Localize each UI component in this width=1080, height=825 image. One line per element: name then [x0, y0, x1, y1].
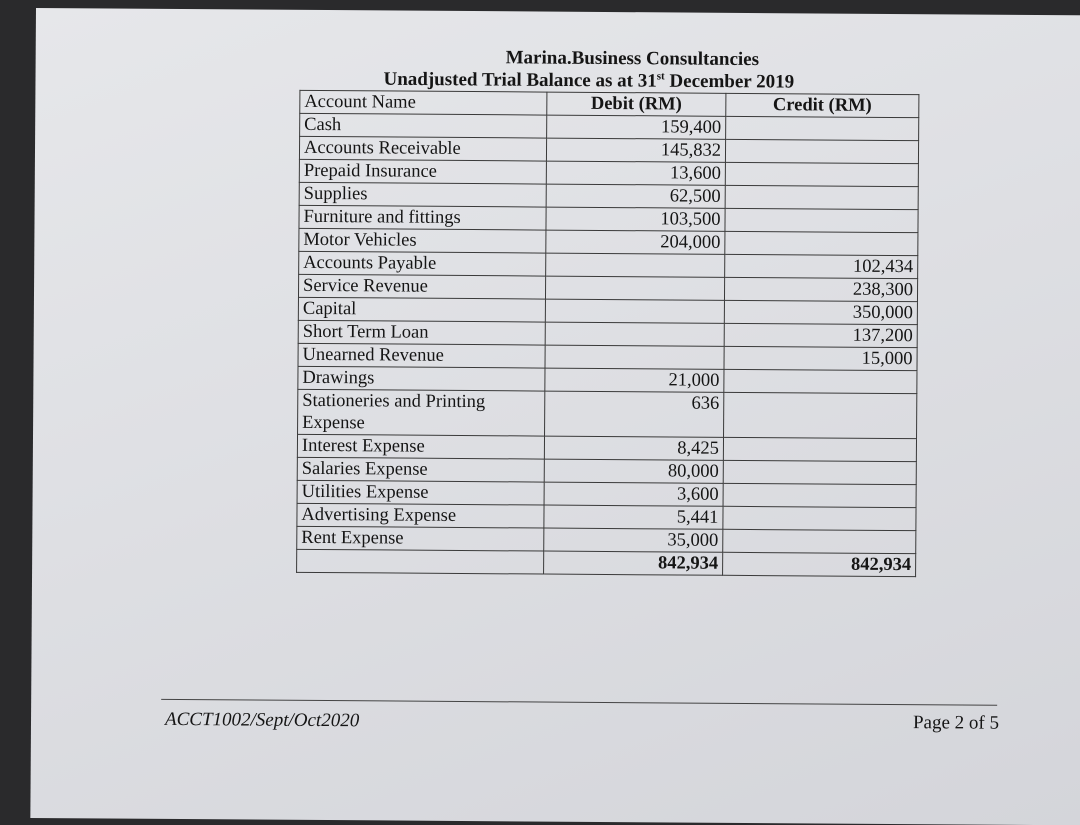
credit-cell: [726, 116, 919, 140]
account-name-cell: Motor Vehicles: [299, 228, 546, 253]
title-superscript: st: [656, 70, 665, 83]
credit-cell: [725, 185, 918, 209]
credit-cell: 137,200: [724, 323, 917, 347]
account-name-cell: Accounts Payable: [299, 251, 546, 276]
account-name-cell: Furniture and fittings: [299, 205, 546, 230]
account-name-cell: Service Revenue: [298, 274, 545, 299]
debit-cell: [545, 299, 724, 323]
credit-cell: [723, 483, 916, 507]
debit-cell: 13,600: [546, 161, 725, 185]
credit-cell: [725, 139, 918, 163]
debit-cell: [545, 345, 724, 369]
debit-cell: 145,832: [546, 138, 725, 162]
credit-cell: [724, 392, 917, 438]
header-debit: Debit (RM): [547, 92, 726, 116]
credit-cell: [723, 460, 916, 484]
account-name-cell: Advertising Expense: [297, 503, 544, 528]
trial-balance-table: [296, 90, 919, 577]
credit-cell: 238,300: [724, 277, 917, 301]
debit-cell: 636: [545, 391, 724, 437]
debit-cell: [546, 253, 725, 277]
page-number: Page 2 of 5: [912, 712, 1000, 734]
total-debit: 842,934: [544, 551, 723, 575]
account-name-cell: Utilities Expense: [297, 480, 544, 505]
credit-cell: [725, 231, 918, 255]
debit-cell: 204,000: [546, 230, 725, 254]
company-name: Marina.Business Consultancies: [505, 47, 760, 71]
debit-cell: [545, 276, 724, 300]
debit-cell: 159,400: [547, 115, 726, 139]
account-name-cell: Drawings: [298, 366, 545, 391]
total-credit: 842,934: [723, 552, 916, 576]
credit-cell: [724, 369, 917, 393]
debit-cell: 103,500: [546, 207, 725, 231]
account-name-cell: Interest Expense: [297, 434, 544, 459]
trial-balance-title: [383, 68, 794, 93]
debit-cell: 62,500: [546, 184, 725, 208]
debit-cell: 21,000: [545, 368, 724, 392]
account-name-cell: Unearned Revenue: [298, 343, 545, 368]
account-name-cell: Accounts Receivable: [299, 136, 546, 161]
debit-cell: [545, 322, 724, 346]
debit-cell: 5,441: [544, 505, 723, 529]
credit-cell: [723, 506, 916, 530]
debit-cell: 8,425: [544, 436, 723, 460]
footer-divider: [161, 699, 997, 706]
title-end: December 2019: [664, 70, 795, 93]
debit-cell: 3,600: [544, 482, 723, 506]
credit-cell: 102,434: [725, 254, 918, 278]
credit-cell: [723, 437, 916, 461]
credit-cell: [725, 208, 918, 232]
account-name-cell: Cash: [300, 113, 547, 138]
credit-cell: 350,000: [724, 300, 917, 324]
header-credit: Credit (RM): [726, 93, 919, 117]
credit-cell: 15,000: [724, 346, 917, 370]
table-row: [298, 389, 917, 438]
debit-cell: 35,000: [544, 528, 723, 552]
credit-cell: [725, 162, 918, 186]
account-name-cell: Prepaid Insurance: [299, 159, 546, 184]
totals-label-cell: [297, 549, 544, 574]
totals-row: [297, 549, 916, 576]
account-name-cell: Rent Expense: [297, 526, 544, 551]
course-code: ACCT1002/Sept/Oct2020: [164, 708, 360, 732]
title-main: Unadjusted Trial Balance as at 31: [383, 68, 657, 92]
account-name-cell: Salaries Expense: [297, 457, 544, 482]
document-page: [30, 8, 1080, 825]
account-name-cell: Supplies: [299, 182, 546, 207]
account-name-cell: Stationeries and Printing Expense: [298, 389, 545, 436]
account-name-cell: Capital: [298, 297, 545, 322]
debit-cell: 80,000: [544, 459, 723, 483]
header-account-name: Account Name: [300, 90, 547, 115]
credit-cell: [723, 529, 916, 553]
account-name-cell: Short Term Loan: [298, 320, 545, 345]
